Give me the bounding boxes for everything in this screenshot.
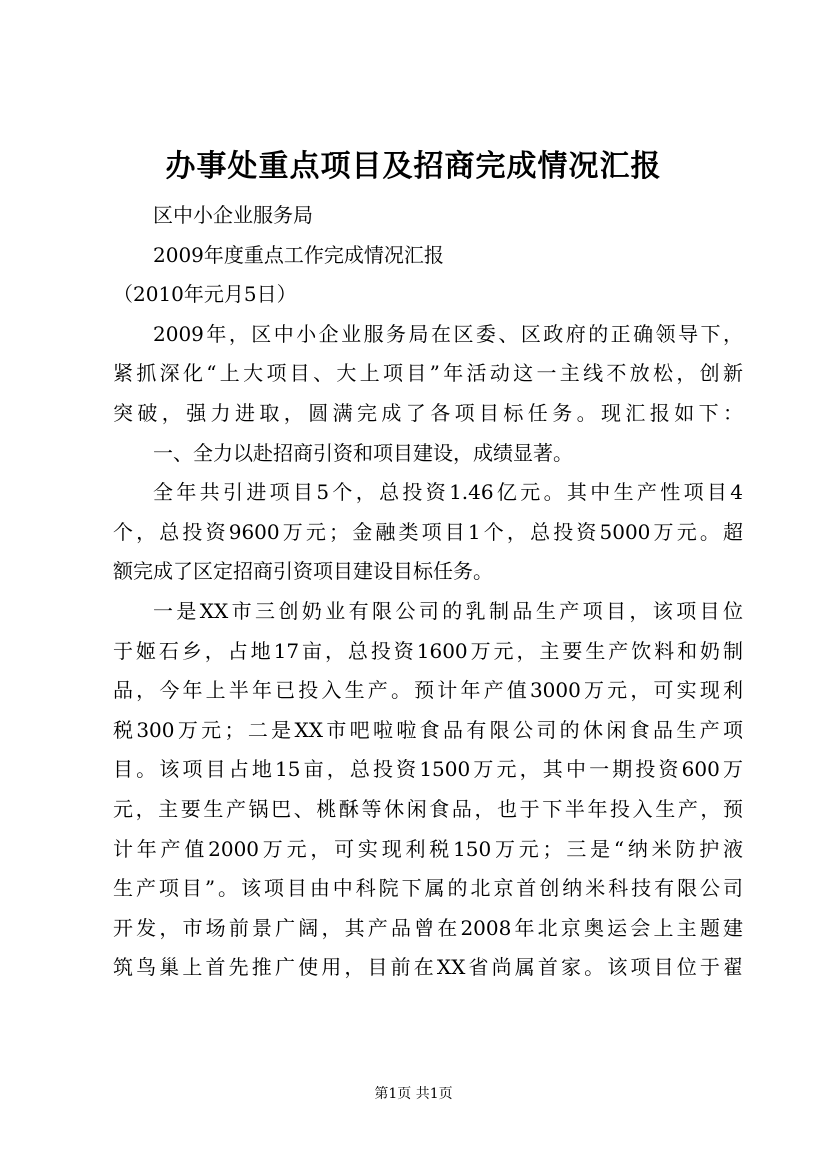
paragraph-line: 紧抓深化“上大项目、大上项目”年活动这一主线不放松，创新 xyxy=(113,361,743,386)
paragraph-line: 一是XX市三创奶业有限公司的乳制品生产项目，该项目位 xyxy=(153,598,743,623)
paragraph-line: 筑鸟巢上首先推广使用，目前在XX省尚属首家。该项目位于翟 xyxy=(113,955,743,980)
paragraph-line: 生产项目”。该项目由中科院下属的北京首创纳米科技有限公司 xyxy=(113,876,743,901)
paragraph-line: 于姬石乡，占地17亩，总投资1600万元，主要生产饮料和奶制 xyxy=(113,638,743,663)
paragraph-line: 目。该项目占地15亩，总投资1500万元，其中一期投资600万 xyxy=(113,757,743,782)
paragraph-line: 计年产值2000万元，可实现利税150万元；三是“纳米防护液 xyxy=(113,836,743,861)
paragraph-line: 个，总投资9600万元；金融类项目1个，总投资5000万元。超 xyxy=(113,519,743,544)
document-body xyxy=(113,196,743,988)
page-number-footer: 第1页 共1页 xyxy=(374,1086,453,1102)
document-title: 办事处重点项目及招商完成情况汇报 xyxy=(165,149,662,184)
paragraph-line: 全年共引进项目5个，总投资1.46亿元。其中生产性项目4 xyxy=(153,480,743,505)
report-date-line: （2010年元月5日） xyxy=(113,282,297,307)
paragraph-line: 品，今年上半年已投入生产。预计年产值3000万元，可实现利 xyxy=(113,678,743,703)
paragraph-line: 2009年，区中小企业服务局在区委、区政府的正确领导下， xyxy=(153,321,743,346)
paragraph-line: 元，主要生产锅巴、桃酥等休闲食品，也于下半年投入生产，预 xyxy=(113,796,743,821)
paragraph-line: 开发，市场前景广阔，其产品曾在2008年北京奥运会上主题建 xyxy=(113,915,743,940)
report-subtitle-line: 2009年度重点工作完成情况汇报 xyxy=(153,242,444,267)
paragraph-line: 税300万元；二是XX市吧啦啦食品有限公司的休闲食品生产项 xyxy=(113,717,743,742)
org-name-line: 区中小企业服务局 xyxy=(153,203,313,227)
paragraph-line: 突破，强力进取，圆满完成了各项目标任务。现汇报如下： xyxy=(113,400,743,425)
section-heading-line: 一、全力以赴招商引资和项目建设，成绩显著。 xyxy=(153,440,573,465)
paragraph-line: 额完成了区定招商引资项目建设目标任务。 xyxy=(113,559,493,584)
